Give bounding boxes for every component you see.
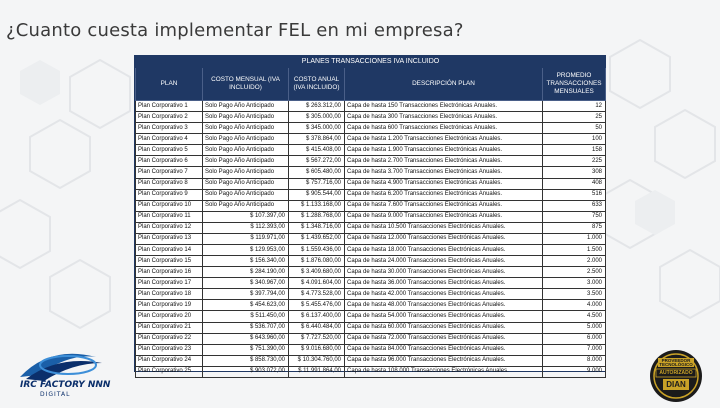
cell-description: Capa de hasta 30.000 Transacciones Electrónicas Anuales. [345,267,543,278]
header-annual-cost: COSTO ANUAL (IVA INCLUIDO) [289,68,345,101]
cell-annual-cost: $ 6.440.484,00 [289,322,345,333]
cell-plan: Plan Corporativo 20 [136,311,203,322]
table-row [136,178,606,189]
cell-monthly-average: 100 [543,134,606,145]
cell-annual-cost: $ 415.408,00 [289,145,345,156]
dian-badge [636,342,716,402]
cell-plan: Plan Corporativo 14 [136,245,203,256]
header-plan: PLAN [136,68,203,101]
cell-monthly-average: 633 [543,200,606,211]
cell-plan: Plan Corporativo 17 [136,278,203,289]
cell-annual-cost: $ 10.304.760,00 [289,355,345,366]
header-monthly-average: PROMEDIO TRANSACCIONES MENSUALES [543,68,606,101]
cell-monthly-cost: Solo Pago Año Anticipado [203,101,289,112]
cell-annual-cost: $ 1.439.652,00 [289,233,345,244]
table-row [136,267,606,278]
cell-monthly-cost: $ 340.967,00 [203,278,289,289]
cell-plan: Plan Corporativo 11 [136,211,203,222]
cell-description: Capa de hasta 60.000 Transacciones Electrónicas Anuales. [345,322,543,333]
cell-plan: Plan Corporativo 7 [136,167,203,178]
cell-monthly-cost: $ 284.190,00 [203,267,289,278]
company-subtitle: DIGITAL [40,391,71,398]
cell-annual-cost: $ 1.876.080,00 [289,256,345,267]
table-row [136,333,606,344]
cell-monthly-average: 25 [543,112,606,123]
cell-monthly-cost: $ 536.707,00 [203,322,289,333]
cell-plan: Plan Corporativo 19 [136,300,203,311]
table-row [136,211,606,222]
table-row [136,366,606,377]
cell-plan: Plan Corporativo 9 [136,189,203,200]
cell-monthly-cost: $ 119.971,00 [203,233,289,244]
cell-plan: Plan Corporativo 16 [136,267,203,278]
cell-annual-cost: $ 9.016.680,00 [289,344,345,355]
cell-monthly-average: 7.000 [543,344,606,355]
cell-annual-cost: $ 5.455.476,00 [289,300,345,311]
cell-annual-cost: $ 3.409.680,00 [289,267,345,278]
table-banner: PLANES TRANSACCIONES IVA INCLUIDO [136,57,606,68]
cell-plan: Plan Corporativo 15 [136,256,203,267]
cell-plan: Plan Corporativo 22 [136,333,203,344]
cell-plan: Plan Corporativo 4 [136,134,203,145]
cell-annual-cost: $ 305.000,00 [289,112,345,123]
badge-top: PROVEEDOR [661,358,691,363]
cell-plan: Plan Corporativo 21 [136,322,203,333]
table-row [136,123,606,134]
cell-monthly-average: 50 [543,123,606,134]
cell-description: Capa de hasta 2.700 Transacciones Electrónicas Anuales. [345,156,543,167]
cell-plan: Plan Corporativo 3 [136,123,203,134]
cell-monthly-average: 158 [543,145,606,156]
cell-description: Capa de hasta 10.500 Transacciones Electrónicas Anuales. [345,222,543,233]
badge-name: DIAN [666,380,686,389]
cell-monthly-cost: Solo Pago Año Anticipado [203,189,289,200]
cell-monthly-cost: Solo Pago Año Anticipado [203,145,289,156]
cell-description: Capa de hasta 48.000 Transacciones Electrónicas Anuales. [345,300,543,311]
cell-description: Capa de hasta 1.200 Transacciones Electrónicas Anuales. [345,134,543,145]
company-name: IRC FACTORY NNN [20,380,111,390]
cell-description: Capa de hasta 18.000 Transacciones Electrónicas Anuales. [345,245,543,256]
table-row [136,355,606,366]
cell-plan: Plan Corporativo 5 [136,145,203,156]
cell-plan: Plan Corporativo 1 [136,101,203,112]
cell-monthly-cost: Solo Pago Año Anticipado [203,178,289,189]
cell-monthly-average: 875 [543,222,606,233]
table-row [136,189,606,200]
cell-annual-cost: $ 1.288.768,00 [289,211,345,222]
cell-monthly-cost: Solo Pago Año Anticipado [203,156,289,167]
cell-annual-cost: $ 345.000,00 [289,123,345,134]
cell-monthly-average: 2.000 [543,256,606,267]
cell-monthly-average: 9.000 [543,366,606,377]
cell-annual-cost: $ 7.727.520,00 [289,333,345,344]
cell-plan: Plan Corporativo 18 [136,289,203,300]
cell-annual-cost: $ 263.312,00 [289,101,345,112]
table-row [136,134,606,145]
cell-monthly-average: 750 [543,211,606,222]
cell-annual-cost: $ 905.544,00 [289,189,345,200]
cell-description: Capa de hasta 6.200 Transacciones Electrónicas Anuales. [345,189,543,200]
badge-line: AUTORIZADO [659,370,693,376]
cell-annual-cost: $ 1.559.436,00 [289,245,345,256]
cell-monthly-cost: $ 112.393,00 [203,222,289,233]
cell-monthly-cost: Solo Pago Año Anticipado [203,167,289,178]
cell-plan: Plan Corporativo 8 [136,178,203,189]
cell-monthly-cost: $ 511.450,00 [203,311,289,322]
cell-monthly-cost: $ 107.397,00 [203,211,289,222]
cell-monthly-average: 3.500 [543,289,606,300]
cell-description: Capa de hasta 96.000 Transacciones Electrónicas Anuales. [345,355,543,366]
table-row [136,156,606,167]
cell-plan: Plan Corporativo 24 [136,355,203,366]
header-monthly-cost: COSTO MENSUAL (IVA INCLUIDO) [203,68,289,101]
company-logo [10,335,128,403]
cell-monthly-average: 12 [543,101,606,112]
plans-table [134,55,606,375]
cell-monthly-average: 1.500 [543,245,606,256]
cell-description: Capa de hasta 24.000 Transacciones Electrónicas Anuales. [345,256,543,267]
cell-annual-cost: $ 4.091.604,00 [289,278,345,289]
cell-monthly-average: 8.000 [543,355,606,366]
cell-annual-cost: $ 11.991.864,00 [289,366,345,377]
table-row [136,200,606,211]
cell-plan: Plan Corporativo 12 [136,222,203,233]
cell-annual-cost: $ 1.348.716,00 [289,222,345,233]
table-row [136,245,606,256]
cell-monthly-average: 516 [543,189,606,200]
cell-description: Capa de hasta 4.900 Transacciones Electrónicas Anuales. [345,178,543,189]
table-row [136,101,606,112]
badge-mid: TECNOLÓGICO [659,362,693,367]
cell-monthly-cost: $ 454.623,00 [203,300,289,311]
table-row [136,289,606,300]
cell-description: Capa de hasta 1.900 Transacciones Electrónicas Anuales. [345,145,543,156]
cell-monthly-average: 308 [543,167,606,178]
table-row [136,256,606,267]
cell-description: Capa de hasta 3.700 Transacciones Electrónicas Anuales. [345,167,543,178]
cell-monthly-average: 2.500 [543,267,606,278]
cell-description: Capa de hasta 42.000 Transacciones Electrónicas Anuales. [345,289,543,300]
cell-monthly-cost: Solo Pago Año Anticipado [203,200,289,211]
cell-monthly-average: 6.000 [543,333,606,344]
cell-annual-cost: $ 605.480,00 [289,167,345,178]
cell-monthly-cost: $ 156.340,00 [203,256,289,267]
cell-annual-cost: $ 567.272,00 [289,156,345,167]
cell-plan: Plan Corporativo 25 [136,366,203,377]
slide-title: ¿Cuanto cuesta implementar FEL en mi empresa? [6,20,464,41]
cell-monthly-cost: $ 751.390,00 [203,344,289,355]
table-row [136,222,606,233]
cell-description: Capa de hasta 108.000 Transacciones Electrónicas Anuales. [345,366,543,377]
cell-monthly-cost: $ 397.794,00 [203,289,289,300]
cell-monthly-average: 408 [543,178,606,189]
cell-plan: Plan Corporativo 6 [136,156,203,167]
cell-description: Capa de hasta 300 Transacciones Electrónicas Anuales. [345,112,543,123]
cell-monthly-cost: $ 643.960,00 [203,333,289,344]
cell-monthly-cost: Solo Pago Año Anticipado [203,134,289,145]
cell-monthly-average: 1.000 [543,233,606,244]
cell-monthly-average: 225 [543,156,606,167]
table-row [136,322,606,333]
cell-plan: Plan Corporativo 23 [136,344,203,355]
cell-description: Capa de hasta 600 Transacciones Electrónicas Anuales. [345,123,543,134]
cell-description: Capa de hasta 84.000 Transacciones Electrónicas Anuales. [345,344,543,355]
table-row [136,233,606,244]
cell-description: Capa de hasta 36.000 Transacciones Electrónicas Anuales. [345,278,543,289]
table-body [136,101,606,378]
header-description: DESCRIPCIÓN PLAN [345,68,543,101]
cell-description: Capa de hasta 54.000 Transacciones Electrónicas Anuales. [345,311,543,322]
cell-annual-cost: $ 378.864,00 [289,134,345,145]
cell-monthly-average: 3.000 [543,278,606,289]
cell-annual-cost: $ 1.133.168,00 [289,200,345,211]
cell-annual-cost: $ 4.773.528,00 [289,289,345,300]
cell-description: Capa de hasta 150 Transacciones Electrónicas Anuales. [345,101,543,112]
cell-description: Capa de hasta 9.000 Transacciones Electrónicas Anuales. [345,211,543,222]
cell-plan: Plan Corporativo 10 [136,200,203,211]
cell-plan: Plan Corporativo 2 [136,112,203,123]
cell-monthly-cost: Solo Pago Año Anticipado [203,123,289,134]
cell-monthly-cost: $ 129.953,00 [203,245,289,256]
table-row [136,311,606,322]
table-row [136,278,606,289]
cell-monthly-cost: Solo Pago Año Anticipado [203,112,289,123]
table-row [136,112,606,123]
table-row [136,167,606,178]
cell-monthly-average: 5.000 [543,322,606,333]
cell-description: Capa de hasta 72.000 Transacciones Electrónicas Anuales. [345,333,543,344]
cell-annual-cost: $ 757.716,00 [289,178,345,189]
table-row [136,300,606,311]
table-row [136,145,606,156]
cell-monthly-average: 4.000 [543,300,606,311]
cell-description: Capa de hasta 7.600 Transacciones Electrónicas Anuales. [345,200,543,211]
cell-annual-cost: $ 6.137.400,00 [289,311,345,322]
cell-monthly-cost: $ 903.072,00 [203,366,289,377]
cell-description: Capa de hasta 12.000 Transacciones Electrónicas Anuales. [345,233,543,244]
cell-monthly-average: 4.500 [543,311,606,322]
table-row [136,344,606,355]
cell-plan: Plan Corporativo 13 [136,233,203,244]
cell-monthly-cost: $ 858.730,00 [203,355,289,366]
